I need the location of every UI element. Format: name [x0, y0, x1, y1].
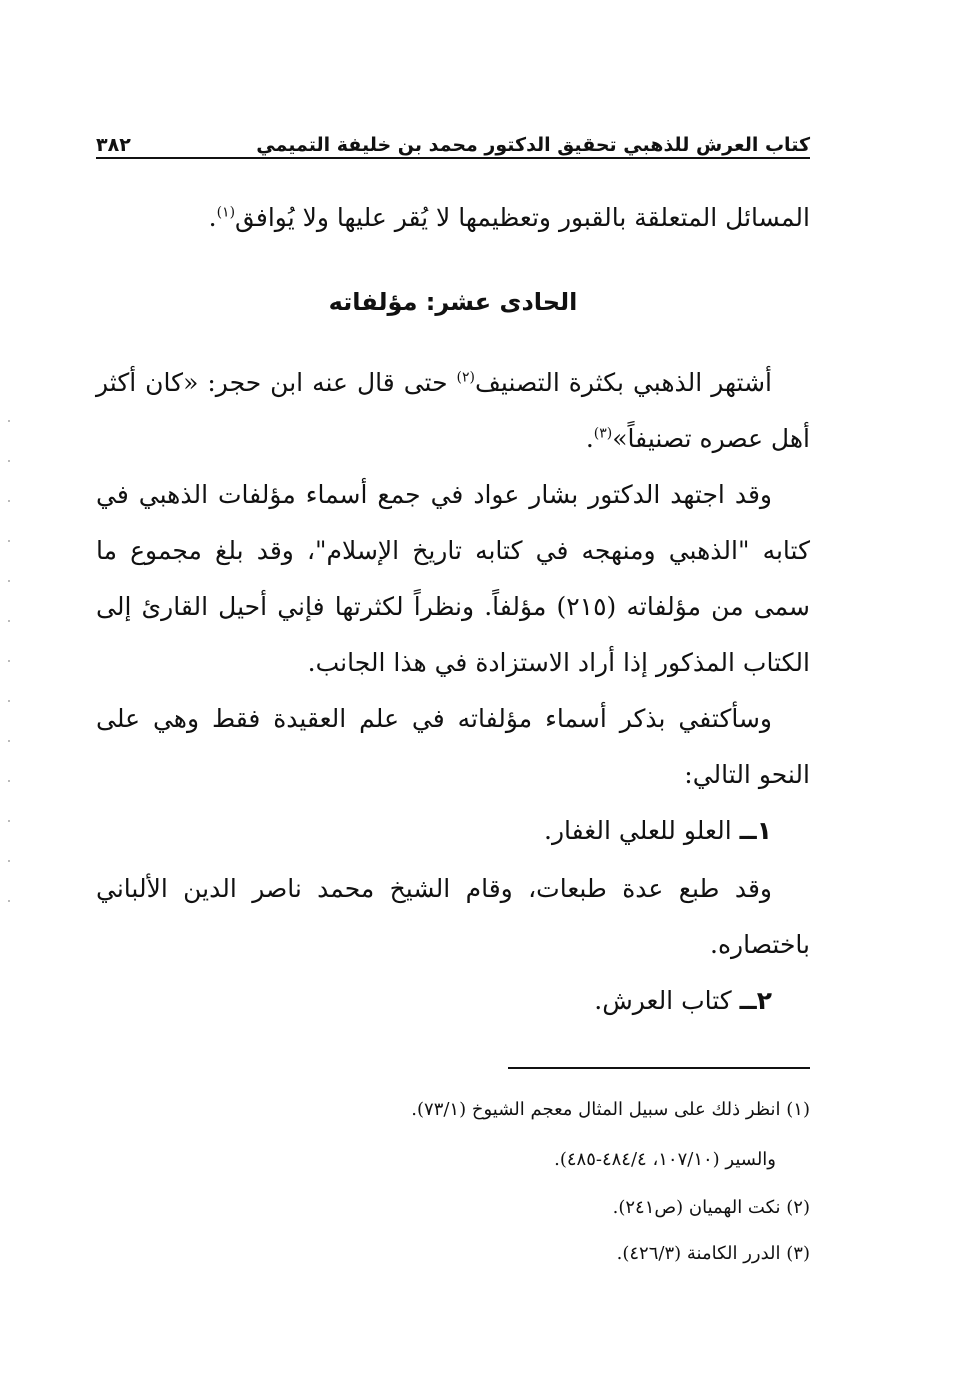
header-rule [96, 157, 810, 159]
list-item-2 [96, 973, 810, 1029]
list-item-1-text: العلو للعلي الغفار. [544, 816, 732, 845]
footnote-separator [508, 1067, 810, 1069]
list-item-1 [96, 803, 810, 859]
footnote-2: (٢) نكت الهميان (ص٢٤١). [612, 1197, 810, 1218]
list-item-1-number: ١ــ [739, 816, 772, 845]
section-heading: الحادى عشر: مؤلفاته [328, 288, 578, 316]
list-item-2-number: ٢ــ [739, 986, 772, 1015]
running-header [96, 122, 810, 156]
footnote-ref-1[interactable]: (١) [216, 204, 236, 221]
list-item-2-text: كتاب العرش. [594, 986, 732, 1015]
paragraph-1: أشتهر الذهبي بكثرة التصنيف$^{(٢)}$ حتى قال عنه ابن حجر: «كان أكثر أهل عصره تصنيفاً»$^{(٣)}$. [96, 368, 810, 453]
paragraph-3: وسأكتفي بذكر أسماء مؤلفاته في علم العقيدة فقط وهي على النحو التالي: [96, 704, 810, 789]
footnote-1-continued: والسير (١٠٧/١٠، ٤٨٤/٤-٤٨٥). [554, 1149, 776, 1170]
footnote-1: (١) انظر ذلك على سبيل المثال معجم الشيوخ (٧٣/١). [411, 1099, 810, 1120]
paragraph-2: وقد اجتهد الدكتور بشار عواد في جمع أسماء مؤلفات الذهبي في كتابه "الذهبي ومنهجه في كتابه تاريخ الإسلام"، وقد بلغ مجموع ما سمى من مؤلفاته (٢١٥) مؤلفاً. ونظراً لكثرتها فإني أحيل القارئ إلى الكتاب المذكور إذا أراد الاستزادة في هذا الجانب. [96, 480, 810, 677]
page-number: ٣٨٢ [96, 134, 131, 156]
footnote-3: (٣) الدرر الكامنة (٤٢٦/٣). [616, 1243, 810, 1264]
scan-edge-specks [8, 420, 10, 920]
text-line-continuation: المسائل المتعلقة بالقبور وتعظيمها لا يُقر عليها ولا يُوافق$^{(١)}$. [208, 203, 810, 232]
footnote-ref-3[interactable]: (٣) [593, 425, 613, 442]
paragraph-4: وقد طبع عدة طبعات، وقام الشيخ محمد ناصر الدين الألباني باختصاره. [96, 874, 810, 959]
footnote-ref-2[interactable]: (٢) [456, 369, 476, 386]
header-title: كتاب العرش للذهبي تحقيق الدكتور محمد بن خليفة التميمي [256, 134, 810, 156]
